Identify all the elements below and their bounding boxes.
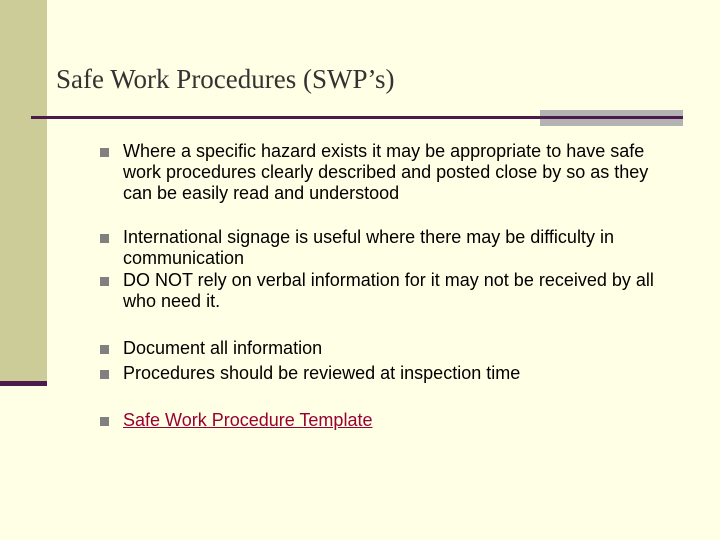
bullet-item: [100, 363, 680, 384]
left-band-rule: [0, 381, 47, 386]
bullet-item: [100, 410, 680, 431]
bullet-text: Document all information: [123, 338, 323, 358]
title-rule: [31, 116, 540, 119]
bullet-text: Procedures should be reviewed at inspection time: [123, 363, 521, 383]
slide-title: Safe Work Procedures (SWP’s): [56, 64, 395, 94]
square-bullet-icon: [100, 277, 109, 286]
swp-template-link[interactable]: Safe Work Procedure Template: [123, 410, 373, 430]
square-bullet-icon: [100, 148, 109, 157]
square-bullet-icon: [100, 417, 109, 426]
bullet-item: [100, 227, 680, 269]
bullet-text: International signage is useful where there may be difficulty in communication: [123, 227, 614, 268]
title-rule-end: [540, 116, 683, 119]
bullet-item: [100, 141, 680, 204]
square-bullet-icon: [100, 345, 109, 354]
left-decorative-band: [0, 0, 47, 381]
bullet-text: DO NOT rely on verbal information for it may not be received by all who need it.: [123, 270, 654, 311]
bullet-item: [100, 270, 680, 312]
bullet-item: [100, 338, 680, 359]
square-bullet-icon: [100, 370, 109, 379]
square-bullet-icon: [100, 234, 109, 243]
bullet-text: Where a specific hazard exists it may be appropriate to have safe work procedures clearly described and posted close by so as they can be easily read and understood: [123, 141, 649, 203]
